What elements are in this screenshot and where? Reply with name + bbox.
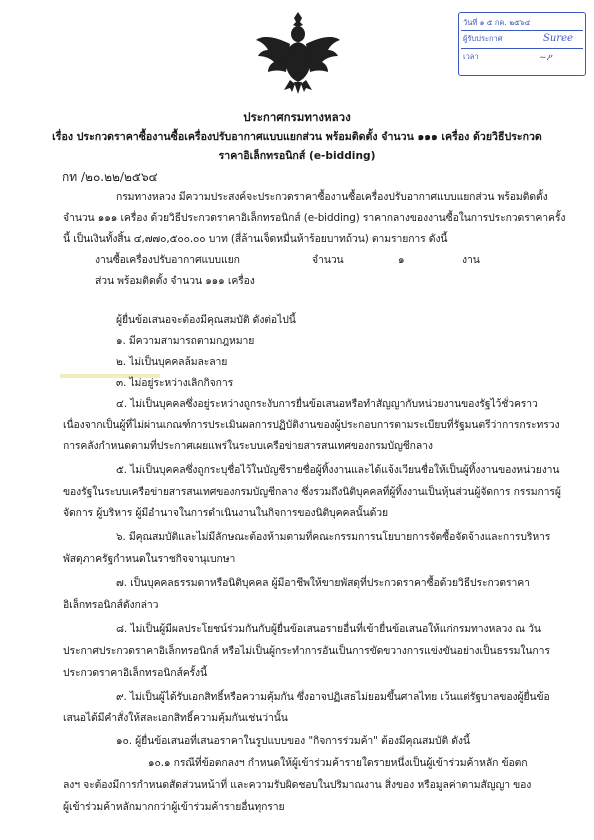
subject-line-2: ราคาอิเล็กทรอนิกส์ (e-bidding) (218, 150, 376, 162)
qualification-item: ๙. ไม่เป็นผู้ได้รับเอกสิทธิ์หรือความคุ้มกัน ซึ่งอาจปฏิเสธไม่ยอมขึ้นศาลไทย เว้นแต่รัฐบาลของผู้ยื่นข้อ (116, 691, 550, 703)
receipt-stamp (458, 12, 586, 76)
subject-line-1: เรื่อง ประกวดราคาซื้องานซื้อเครื่องปรับอากาศแบบแยกส่วน พร้อมติดตั้ง จำนวน ๑๑๑ เครื่อง ด้วยวิธีประกวด (52, 131, 542, 143)
body-line: นี้ เป็นเงินทั้งสิ้น ๔,๗๗๐,๕๐๐.๐๐ บาท (สี่ล้านเจ็ดหมื่นห้าร้อยบาทถ้วน) ตามรายการ ดังนี้ (63, 233, 448, 245)
qualification-item: ๗. เป็นบุคคลธรรมดาหรือนิติบุคคล ผู้มีอาชีพให้ขายพัสดุที่ประกวดราคาซื้อด้วยวิธีประกวดราคา (116, 577, 530, 589)
qualification-item: ๖. มีคุณสมบัติและไม่มีลักษณะต้องห้ามตามที่คณะกรรมการนโยบายการจัดซื้อจัดจ้างและการบริหาร (116, 531, 551, 543)
body-line: อิเล็กทรอนิกส์ดังกล่าว (63, 599, 159, 611)
qualification-item: ๓. ไม่อยู่ระหว่างเลิกกิจการ (116, 377, 234, 389)
body-line: พัสดุภาครัฐกำหนดในราชกิจจานุเบกษา (63, 553, 236, 565)
body-line: เนื่องจากเป็นผู้ที่ไม่ผ่านเกณฑ์การประเมินผลการปฏิบัติงานของผู้ประกอบการตามระเบียบที่รัฐมนตรีว่าการกระทรวง (63, 419, 560, 431)
sub-item: ๑๐.๑ กรณีที่ข้อตกลงฯ กำหนดให้ผู้เข้าร่วมค้ารายใดรายหนึ่งเป็นผู้เข้าร่วมค้าหลัก ข้อตก (148, 757, 528, 769)
agency-title: ประกาศกรมทางหลวง (243, 110, 351, 124)
body-line: จำนวน ๑๑๑ เครื่อง ด้วยวิธีประกวดราคาอิเล็กทรอนิกส์ (e-bidding) ราคากลางของงานซื้อในการประกวดราคาครั้ง (63, 212, 566, 224)
qualification-item: ๒. ไม่เป็นบุคคลล้มละลาย (116, 356, 228, 368)
stamp-date: วันที่ ๑ ๕ กค. ๒๕๖๔ (463, 18, 531, 27)
item-unit: งาน (462, 254, 480, 266)
qualification-item: ๕. ไม่เป็นบุคคลซึ่งถูกระบุชื่อไว้ในบัญชีรายชื่อผู้ทิ้งงานและได้แจ้งเวียนชื่อให้เป็นผู้ทิ้งงานของหน่วยงาน (116, 464, 560, 476)
body-line: ประกาศประกวดราคาอิเล็กทรอนิกส์ หรือไม่เป็นผู้กระทำการอันเป็นการขัดขวางการแข่งขันอย่างเป็นธรรมในการ (63, 645, 550, 657)
garuda-emblem-icon (252, 8, 344, 96)
body-line: ประกวดราคาอิเล็กทรอนิกส์ครั้งนี้ (63, 667, 207, 679)
stamp-handwritten-name-icon: Suree (543, 33, 573, 44)
stamp-handwritten-mark-icon: ~ዖ (539, 53, 552, 63)
item-name: งานซื้อเครื่องปรับอากาศแบบแยก (95, 254, 240, 266)
handwritten-ref-no: กท /๒๐.๒๒/๒๕๖๔ (62, 170, 158, 184)
qualification-item: ๔. ไม่เป็นบุคคลซึ่งอยู่ระหว่างถูกระงับการยื่นข้อเสนอหรือทำสัญญากับหน่วยงานของรัฐไว้ชั่วคราว (116, 398, 538, 410)
stamp-time: เวลา (463, 52, 479, 61)
body-line: ผู้เข้าร่วมค้าหลักมากกว่าผู้เข้าร่วมค้ารายอื่นทุกราย (63, 801, 285, 813)
item-qty: ๑ (398, 254, 405, 266)
body-line: ส่วน พร้อมติดตั้ง จำนวน ๑๑๑ เครื่อง (95, 275, 255, 287)
qualification-item: ๘. ไม่เป็นผู้มีผลประโยชน์ร่วมกันกับผู้ยื่นข้อเสนอรายอื่นที่เข้ายื่นข้อเสนอให้แก่กรมทางหลวง ณ วัน (116, 623, 541, 635)
body-line: เสนอได้มีคำสั่งให้สละเอกสิทธิ์ความคุ้มกันเช่นว่านั้น (63, 712, 288, 724)
body-line: กรมทางหลวง มีความประสงค์จะประกวดราคาซื้องานซื้อเครื่องปรับอากาศแบบแยกส่วน พร้อมติดตั้ง (116, 191, 548, 203)
item-qty-label: จำนวน (312, 254, 344, 266)
qualification-item: ๑๐. ผู้ยื่นข้อเสนอที่เสนอราคาในรูปแบบของ "กิจการร่วมค้า" ต้องมีคุณสมบัติ ดังนี้ (116, 735, 470, 747)
body-line: ลงฯ จะต้องมีการกำหนดสัดส่วนหน้าที่ และความรับผิดชอบในปริมาณงาน สิ่งของ หรือมูลค่าตามสัญญา ของ (63, 779, 532, 791)
qualifications-heading: ผู้ยื่นข้อเสนอจะต้องมีคุณสมบัติ ดังต่อไปนี้ (116, 314, 296, 326)
body-line: จัดการ ผู้บริหาร ผู้มีอำนาจในการดำเนินงานในกิจการของนิติบุคคลนั้นด้วย (63, 507, 389, 519)
stamp-receiver: ผู้รับประกาศ (463, 34, 503, 43)
body-line: การคลังกำหนดตามที่ประกาศเผยแพร่ในระบบเครือข่ายสารสนเทศของกรมบัญชีกลาง (63, 440, 433, 452)
qualification-item: ๑. มีความสามารถตามกฎหมาย (116, 335, 255, 347)
body-line: ของรัฐในระบบเครือข่ายสารสนเทศของกรมบัญชีกลาง ซึ่งรวมถึงนิติบุคคลที่ผู้ทิ้งงานเป็นหุ้นส่วนผู้จัดการ กรรมการผู้ (63, 486, 561, 498)
